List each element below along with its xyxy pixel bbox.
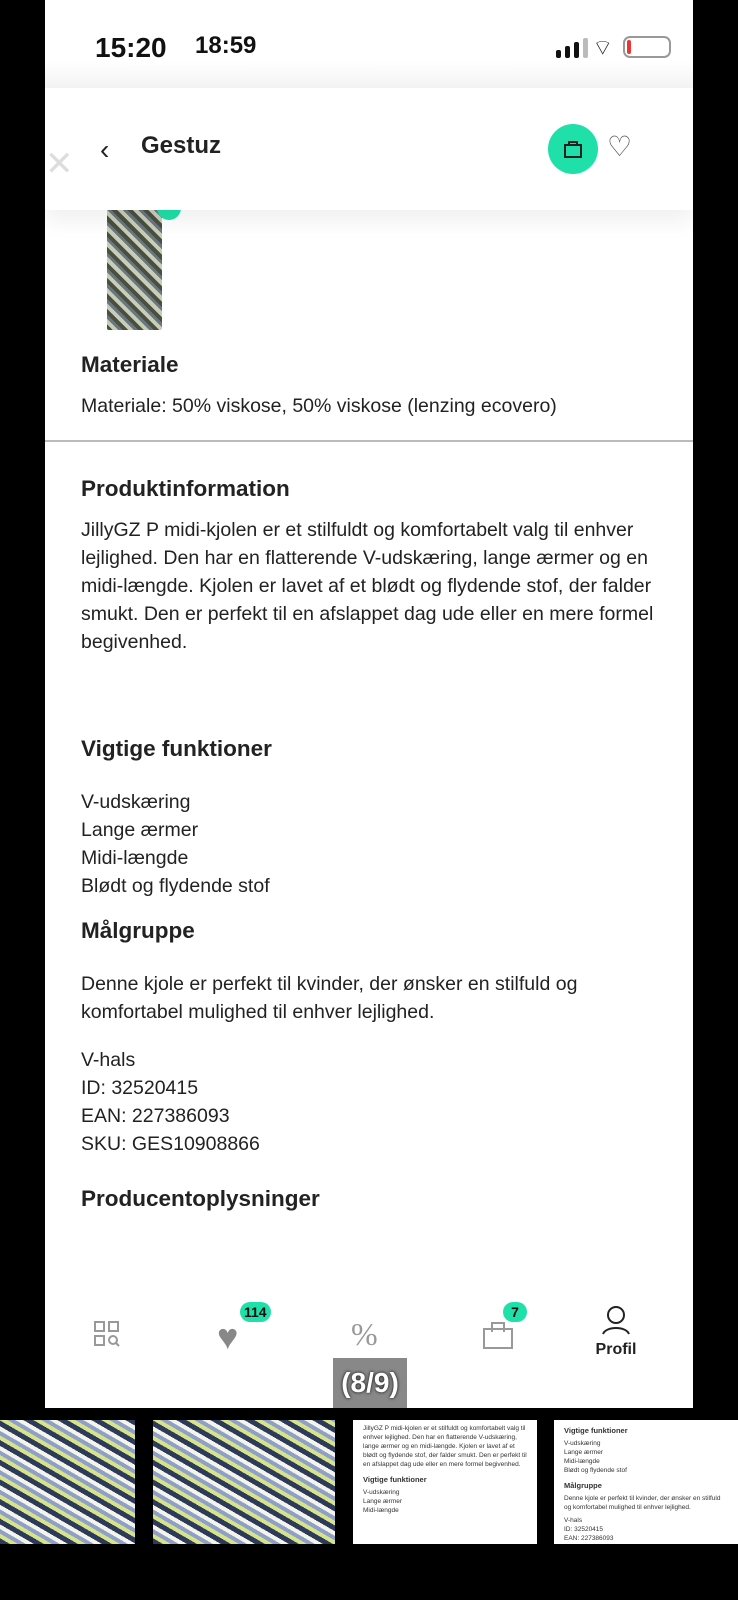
list-item: Midi-længde: [81, 847, 189, 869]
status-bar: [45, 0, 693, 88]
thumbnail[interactable]: [554, 1420, 738, 1544]
thumb-text: Midi-længde: [363, 1507, 399, 1514]
ean: EAN: 227386093: [81, 1105, 230, 1127]
status-icons: [556, 36, 671, 58]
signal-bar: [574, 42, 579, 58]
nav-favorites[interactable]: [217, 1316, 238, 1358]
percent-icon: %: [351, 1316, 378, 1352]
signal-bar: [583, 38, 588, 58]
profile-label: Profil: [595, 1341, 637, 1358]
list-item: Lange ærmer: [81, 819, 199, 841]
wifi-icon: ⌔: [592, 35, 613, 60]
list-item: V-udskæring: [81, 791, 191, 813]
cart-bag-icon: [482, 1320, 514, 1350]
product-id: ID: 32520415: [81, 1077, 199, 1099]
features-heading: Vigtige funktioner: [81, 736, 272, 761]
status-time: 15:20: [95, 32, 167, 63]
thumb-text: V-udskæring: [363, 1489, 400, 1496]
thumbnail[interactable]: [0, 1420, 135, 1544]
target-heading: Målgruppe: [81, 918, 195, 943]
producer-heading: Producentoplysninger: [81, 1186, 320, 1211]
back-button[interactable]: ‹: [100, 134, 110, 165]
categories-search-icon: [93, 1320, 121, 1348]
thumb-text: Blødt og flydende stof: [564, 1467, 627, 1474]
nav-profile[interactable]: [591, 1304, 641, 1359]
favorites-badge: 114: [240, 1302, 271, 1322]
thumbnail[interactable]: [353, 1420, 537, 1544]
nav-cart[interactable]: [482, 1320, 514, 1355]
product-identifiers: [81, 1046, 671, 1158]
signal-icon: [556, 50, 561, 58]
cart-badge: 7: [503, 1302, 527, 1322]
heart-icon: ♥: [217, 1316, 239, 1357]
signal-bar: [565, 46, 570, 58]
list-item: Blødt og flydende stof: [81, 875, 270, 897]
thumb-heading: Vigtige funktioner: [363, 1475, 427, 1484]
shopping-bag-icon: [562, 138, 584, 160]
features-list: [81, 788, 671, 900]
close-icon[interactable]: ✕: [45, 145, 74, 183]
nav-categories[interactable]: [93, 1320, 121, 1353]
product-image[interactable]: [107, 200, 162, 330]
page-title: Gestuz: [141, 132, 222, 159]
profile-icon: [600, 1304, 632, 1336]
thumb-text: V-hals: [564, 1517, 583, 1524]
app-screen: [45, 0, 693, 1408]
battery-icon: [623, 36, 671, 58]
thumb-text: JillyGZ P midi-kjolen er et stilfuldt og komfortabelt valg til enhver lejlighed. Den har en flatterende V-udskæring, lange ærmer og en midi-længde. Kjolen er lavet af et blødt og flydende stof, der falder smukt. Den er perfekt til en afslappet dag ude eller en mere formel begivenhed.: [363, 1425, 527, 1468]
thumb-text: Denne kjole er perfekt til kvinder, der ønsker en stilfuld og komfortabel mulighed til enhver lejlighed.: [564, 1495, 721, 1511]
target-text: Denne kjole er perfekt til kvinder, der ønsker en stilfuld og komfortabel mulighed til enhver lejlighed.: [81, 973, 578, 1023]
thumbnail-strip: [0, 1420, 738, 1544]
thumb-text: Lange ærmer: [363, 1498, 403, 1505]
favorite-button[interactable]: ♡: [607, 131, 633, 162]
thumb-heading: Målgruppe: [564, 1481, 602, 1490]
product-details: [81, 350, 671, 1214]
thumb-text: Lange ærmer: [564, 1449, 604, 1456]
product-info-heading: Produktinformation: [81, 476, 290, 501]
product-info-text: JillyGZ P midi-kjolen er et stilfuldt og komfortabelt valg til enhver lejlighed. Den har en flatterende V-udskæring, lange ærmer og en midi-længde. Kjolen er lavet af et blødt og flydende stof, der falder smukt. Den er perfekt til en afslappet dag ude eller en mere formel begivenhed.: [81, 519, 654, 653]
thumb-heading: Vigtige funktioner: [564, 1426, 628, 1435]
nav-offers[interactable]: [351, 1316, 378, 1353]
thumbnail[interactable]: [153, 1420, 335, 1544]
thumb-text: Midi-længde: [564, 1458, 600, 1465]
image-counter: (8/9): [333, 1358, 407, 1408]
top-bar: [45, 88, 693, 210]
sku: SKU: GES10908866: [81, 1133, 260, 1155]
material-heading: Materiale: [81, 352, 179, 377]
thumb-text: EAN: 227386093: [564, 1535, 614, 1542]
thumb-text: ID: 32520415: [564, 1526, 604, 1533]
neckline: V-hals: [81, 1049, 136, 1071]
material-text: Materiale: 50% viskose, 50% viskose (lenzing ecovero): [81, 395, 557, 417]
add-to-bag-button[interactable]: [548, 124, 598, 174]
divider: [45, 440, 693, 442]
status-time-overlay: 18:59: [195, 32, 257, 59]
thumb-text: V-udskæring: [564, 1440, 601, 1447]
